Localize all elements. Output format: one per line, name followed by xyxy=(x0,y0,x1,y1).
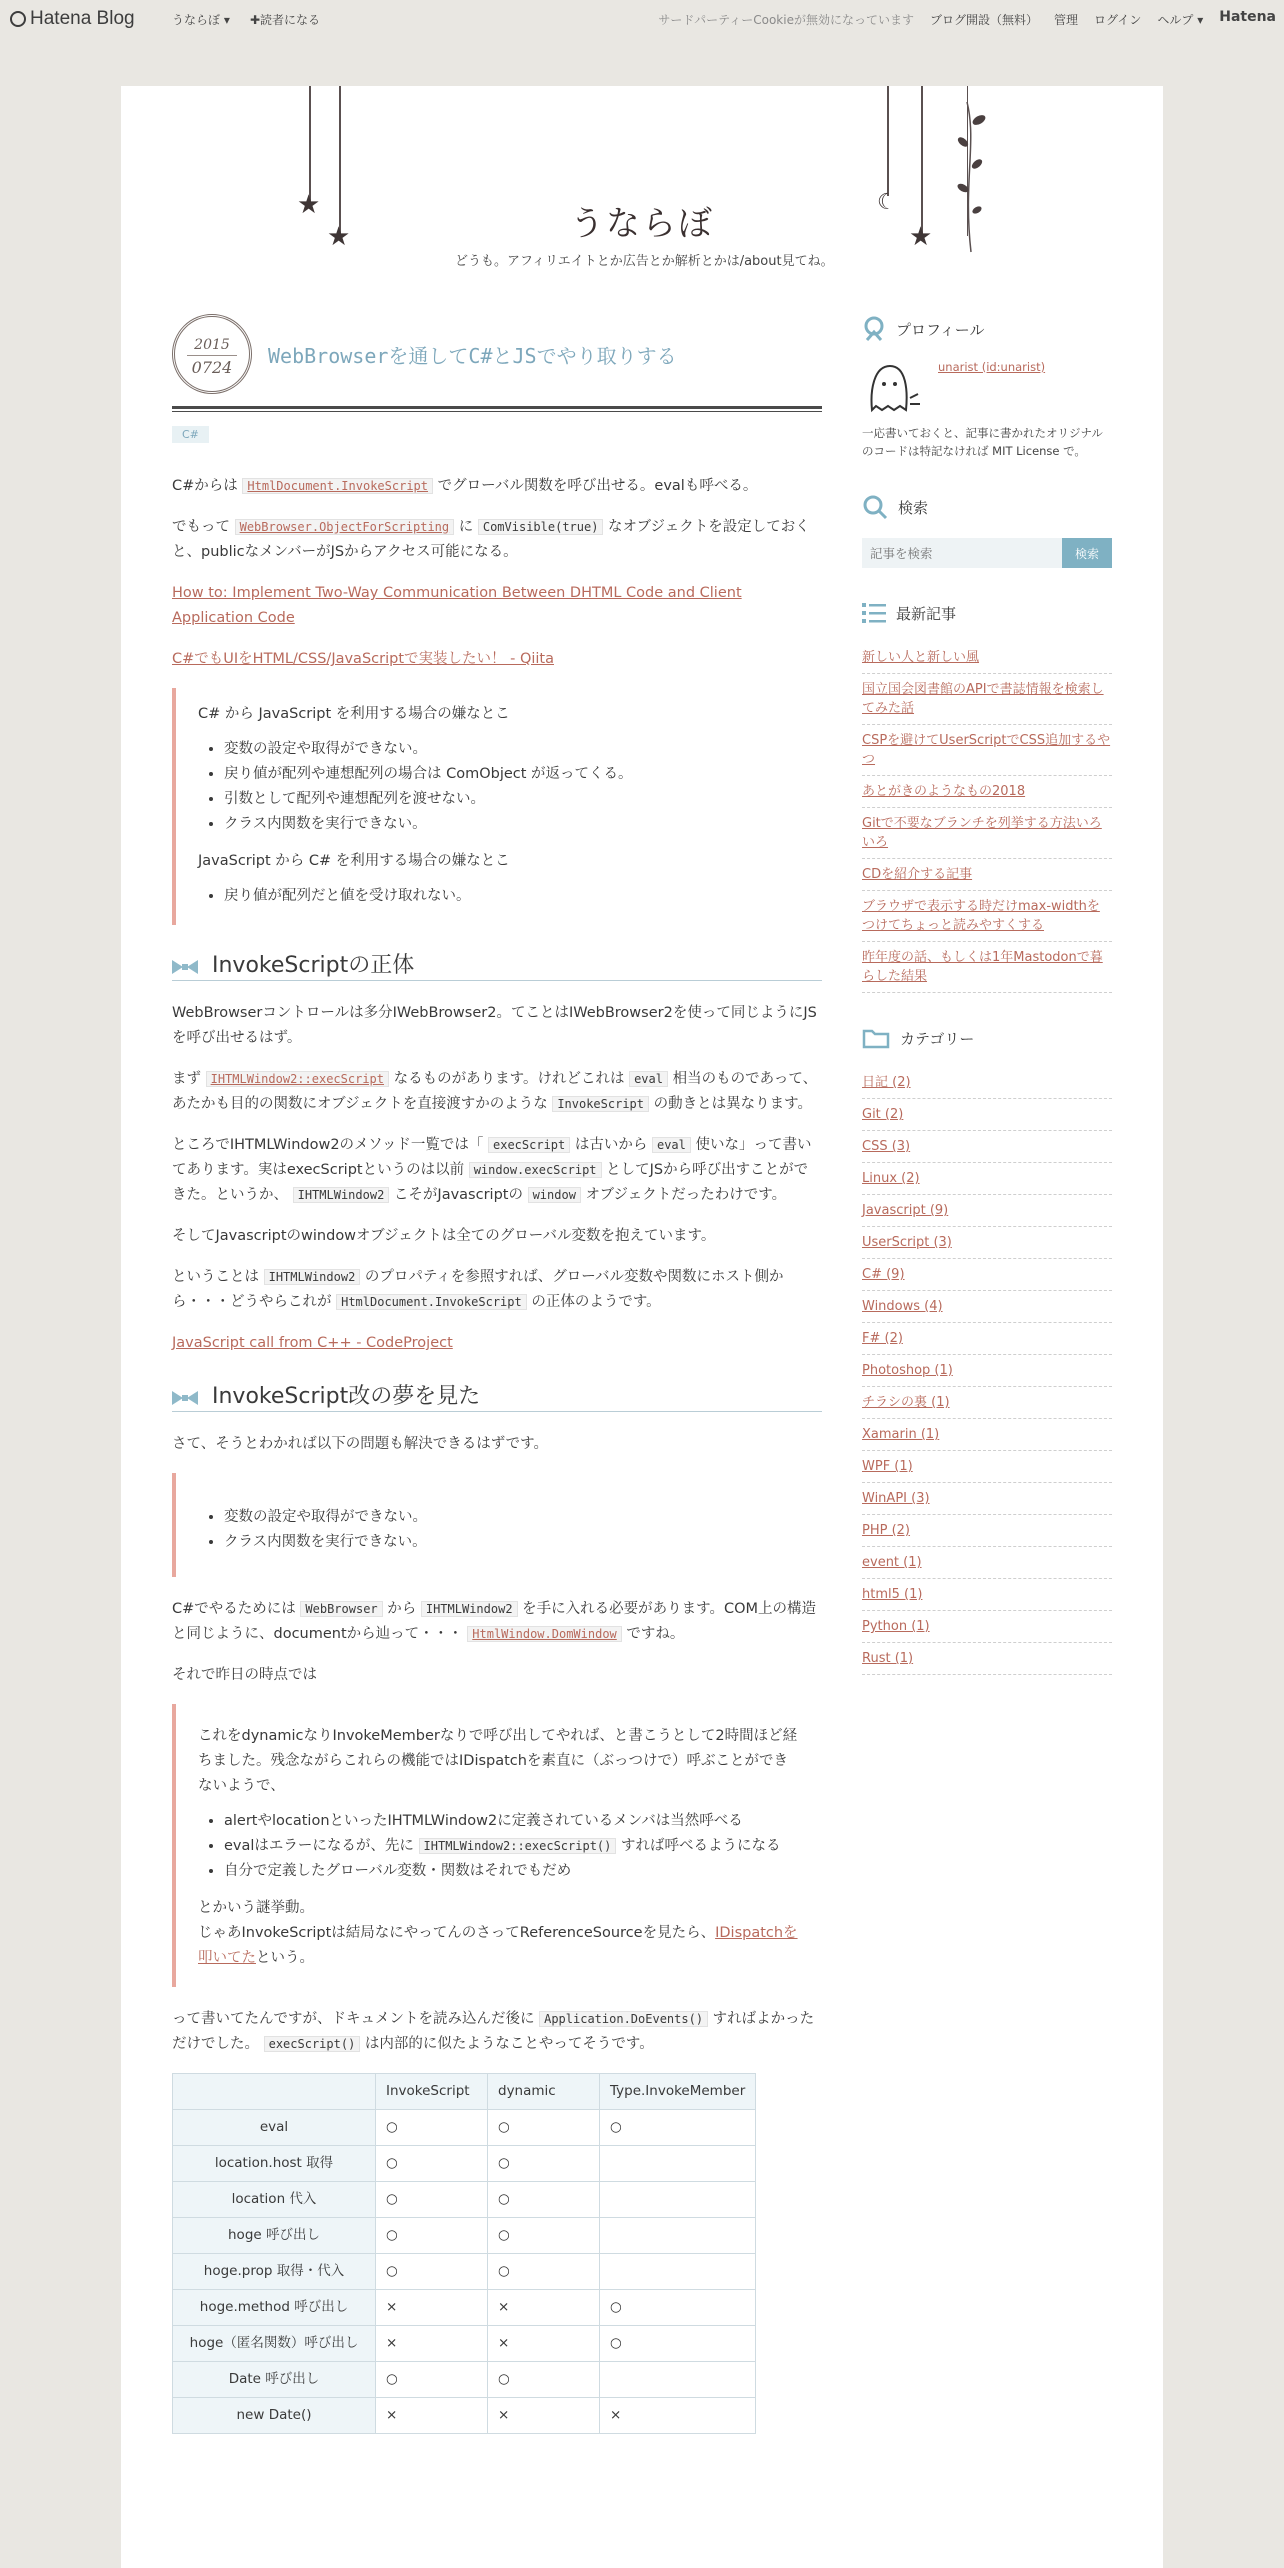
list-item xyxy=(862,674,1112,725)
category-link[interactable]: Linux (2) xyxy=(862,1171,920,1186)
table-cell xyxy=(600,2146,756,2182)
module-title: 検索 xyxy=(862,494,1112,520)
table-cell: ○ xyxy=(376,2182,488,2218)
search-module xyxy=(862,494,1112,568)
row-label: Date 呼び出し xyxy=(173,2362,376,2398)
row-label: eval xyxy=(173,2110,376,2146)
category-link[interactable]: Git (2) xyxy=(862,1107,904,1122)
recent-entries-module xyxy=(862,602,1112,993)
paragraph: って書いてたんですが、ドキュメントを読み込んだ後に Application.DoEvents() すればよかっただけでした。 execScript() は内部的に似たようなことやってそうです。 xyxy=(172,2011,815,2052)
table-cell xyxy=(600,2182,756,2218)
category-link[interactable]: F# (2) xyxy=(862,1331,903,1346)
recent-entry-link[interactable]: ブラウザで表示する時だけmax-widthをつけてちょっと読みやすくする xyxy=(862,899,1100,933)
table-cell: × xyxy=(376,2398,488,2434)
avatar[interactable] xyxy=(862,360,928,414)
recent-entry-link[interactable]: 新しい人と新しい風 xyxy=(862,650,980,665)
search-icon xyxy=(862,494,888,520)
table-cell: ○ xyxy=(376,2110,488,2146)
recent-entry-link[interactable]: CSPを避けてUserScriptでCSS追加するやつ xyxy=(862,733,1111,767)
row-label: location 代入 xyxy=(173,2182,376,2218)
table-cell: × xyxy=(488,2326,600,2362)
category-link[interactable]: event (1) xyxy=(862,1555,922,1570)
section-heading: InvokeScript改の夢を見た xyxy=(172,1382,822,1412)
table-row xyxy=(173,2326,756,2362)
paragraph: ところでIHTMLWindow2のメソッド一覧では「 execScript は古いから eval 使いな」って書いてあります。実はexecScriptというのは以前 window.execScript としてJSから呼び出すことができた。というか、 IHTMLWindow2 こそがJavascriptの window オブジェクトだったわけです。 xyxy=(172,1137,812,1203)
list-item xyxy=(862,1291,1112,1323)
category-link[interactable]: Javascript (9) xyxy=(862,1203,949,1218)
table-row xyxy=(173,2146,756,2182)
comparison-table xyxy=(172,2073,756,2434)
list-item xyxy=(862,1451,1112,1483)
table-header: Type.InvokeMember xyxy=(600,2074,756,2110)
profile-user-link[interactable]: unarist (id:unarist) xyxy=(938,360,1046,374)
paragraph: WebBrowserコントロールは多分IWebBrowser2。てことはIWebBrowser2を使って同じようにJSを呼び出せるはず。 xyxy=(172,1005,817,1046)
category-link[interactable]: CSS (3) xyxy=(862,1139,911,1154)
folder-icon xyxy=(862,1027,890,1049)
link[interactable]: HtmlWindow.DomWindow xyxy=(467,1626,622,1642)
row-label: new Date() xyxy=(173,2398,376,2434)
profile-description: 一応書いておくと、記事に書かれたオリジナルのコードは特記なければ MIT License で。 xyxy=(862,426,1103,458)
list-item xyxy=(862,1547,1112,1579)
list-item xyxy=(862,1643,1112,1675)
table-header-row xyxy=(173,2074,756,2110)
table-cell: ○ xyxy=(600,2110,756,2146)
table-header xyxy=(173,2074,376,2110)
table-cell: ○ xyxy=(488,2110,600,2146)
recent-entry-link[interactable]: 国立国会図書館のAPIで書誌情報を検索してみた話 xyxy=(862,682,1104,716)
list-item xyxy=(862,642,1112,674)
table-row xyxy=(173,2182,756,2218)
list-item xyxy=(862,1099,1112,1131)
entry-title[interactable]: WebBrowserを通してC#とJSでやり取りする xyxy=(268,344,677,368)
link[interactable]: HtmlDocument.InvokeScript xyxy=(242,478,433,494)
link-msdn[interactable]: How to: Implement Two-Way Communication Between DHTML Code and Client Application Code xyxy=(172,585,742,626)
title-divider xyxy=(172,406,822,412)
list-item xyxy=(862,1355,1112,1387)
table-cell xyxy=(600,2218,756,2254)
table-header: dynamic xyxy=(488,2074,600,2110)
entry-date[interactable] xyxy=(172,314,252,394)
blog-container xyxy=(121,86,1163,2568)
list-icon xyxy=(862,602,886,624)
entry-day: 0724 xyxy=(187,355,237,377)
table-row xyxy=(173,2362,756,2398)
list-item xyxy=(862,891,1112,942)
recent-entry-link[interactable]: 昨年度の話、もしくは1年Mastodonで暮らした結果 xyxy=(862,950,1103,984)
hanging-line xyxy=(887,86,889,196)
table-cell: ○ xyxy=(488,2254,600,2290)
category-link[interactable]: Windows (4) xyxy=(862,1299,943,1314)
category-link[interactable]: PHP (2) xyxy=(862,1523,911,1538)
table-cell: × xyxy=(376,2290,488,2326)
table-cell xyxy=(600,2362,756,2398)
category-link[interactable]: 日記 (2) xyxy=(862,1075,911,1090)
entry-content xyxy=(172,474,822,2434)
table-row xyxy=(173,2398,756,2434)
list-item: • クラス内関数を実行できない。 xyxy=(224,812,802,837)
table-cell: ○ xyxy=(488,2218,600,2254)
list-item xyxy=(862,725,1112,776)
row-label: hoge.method 呼び出し xyxy=(173,2290,376,2326)
moon-icon: ☾ xyxy=(877,190,897,215)
list-item xyxy=(862,776,1112,808)
search-button[interactable]: 検索 xyxy=(1062,538,1112,568)
table-cell: ○ xyxy=(488,2146,600,2182)
manage-link[interactable]: 管理 xyxy=(1053,13,1078,27)
table-cell: ○ xyxy=(488,2182,600,2218)
category-link[interactable]: Photoshop (1) xyxy=(862,1363,953,1378)
table-row xyxy=(173,2290,756,2326)
list-item xyxy=(862,1515,1112,1547)
category-link[interactable]: WPF (1) xyxy=(862,1459,913,1474)
list-item xyxy=(862,1067,1112,1099)
category-link[interactable]: html5 (1) xyxy=(862,1587,923,1602)
recent-entry-link[interactable]: あとがきのようなもの2018 xyxy=(862,784,1026,799)
entry-category-tag[interactable]: C# xyxy=(172,426,209,443)
paragraph: でもって WebBrowser.ObjectForScripting に ComVisible(true) なオブジェクトを設定しておくと、publicなメンバーがJSからアクセス可能になる。 xyxy=(172,519,810,560)
blog-title[interactable]: うならぼ xyxy=(570,204,714,244)
blockquote xyxy=(172,1704,822,1987)
list-item: • クラス内関数を実行できない。 xyxy=(224,1530,802,1555)
logo-text: Hatena Blog xyxy=(30,8,135,29)
module-title: 最新記事 xyxy=(862,602,1112,624)
list-item: • evalはエラーになるが、先に IHTMLWindow2::execScript() すれば呼べるようになる xyxy=(224,1834,802,1859)
list-item xyxy=(862,808,1112,859)
hatena-link[interactable]: Hatena xyxy=(1219,9,1276,25)
list-item xyxy=(862,1195,1112,1227)
paragraph: C#でやるためには WebBrowser から IHTMLWindow2 を手に入れる必要があります。COM上の構造と同じように、documentから辿って・・・ HtmlWindow.DomWindow ですね。 xyxy=(172,1601,817,1642)
list-item xyxy=(862,942,1112,993)
table-cell: ○ xyxy=(600,2326,756,2362)
row-label: location.host 取得 xyxy=(173,2146,376,2182)
table-cell xyxy=(600,2254,756,2290)
blog-header xyxy=(121,86,1163,276)
list-item xyxy=(862,1387,1112,1419)
star-icon: ★ xyxy=(327,222,351,252)
category-link[interactable]: チラシの裏 (1) xyxy=(862,1395,950,1410)
paragraph: ということは IHTMLWindow2 のプロパティを参照すれば、グローバル変数や関数にホスト側から・・・どうやらこれが HtmlDocument.InvokeScript の正体のようです。 xyxy=(172,1269,784,1310)
list-item xyxy=(862,1163,1112,1195)
row-label: hoge（匿名関数）呼び出し xyxy=(173,2326,376,2362)
global-header xyxy=(0,0,1284,38)
table-row xyxy=(173,2110,756,2146)
list-item xyxy=(862,859,1112,891)
quote-text: C# から JavaScript を利用する場合の嫌なとこ xyxy=(198,706,510,722)
quote-text: とかいう謎挙動。 xyxy=(198,1900,314,1916)
list-item xyxy=(862,1483,1112,1515)
paragraph: それで昨日の時点では xyxy=(172,1667,317,1683)
help-menu[interactable]: ヘルプ ▾ xyxy=(1157,13,1204,27)
table-cell: ○ xyxy=(376,2362,488,2398)
hanging-line xyxy=(309,86,311,206)
list-item xyxy=(862,1419,1112,1451)
blog-menu[interactable]: うならぼ ▾ xyxy=(172,13,230,27)
list-item xyxy=(862,1323,1112,1355)
list-item: • 戻り値が配列だと値を受け取れない。 xyxy=(224,884,802,909)
recent-entry-link[interactable]: CDを紹介する記事 xyxy=(862,867,973,882)
row-label: hoge.prop 取得・代入 xyxy=(173,2254,376,2290)
recent-entry-link[interactable]: Gitで不要なブランチを列挙する方法いろいろ xyxy=(862,816,1102,850)
ribbon-icon xyxy=(172,1391,198,1405)
list-item: • 変数の設定や取得ができない。 xyxy=(224,1505,802,1530)
list-item: • 引数として配列や連想配列を渡せない。 xyxy=(224,787,802,812)
table-cell: ○ xyxy=(376,2146,488,2182)
table-cell: × xyxy=(376,2326,488,2362)
open-blog-link[interactable]: ブログ開設（無料） xyxy=(929,13,1038,27)
link[interactable]: IHTMLWindow2::execScript xyxy=(206,1071,389,1087)
star-icon: ★ xyxy=(909,222,933,252)
hatena-blog-logo[interactable] xyxy=(10,8,135,30)
table-cell: ○ xyxy=(488,2362,600,2398)
paragraph: まず IHTMLWindow2::execScript なるものがあります。けれどこれは eval 相当のものであって、あたかも目的の関数にオブジェクトを直接渡すかのような InvokeScript の動きとは異なります。 xyxy=(172,1071,818,1112)
blockquote xyxy=(172,1473,822,1577)
list-item xyxy=(862,1611,1112,1643)
category-link[interactable]: Xamarin (1) xyxy=(862,1427,940,1442)
link[interactable]: WebBrowser.ObjectForScripting xyxy=(235,519,455,535)
table-cell: × xyxy=(488,2290,600,2326)
search-input[interactable] xyxy=(862,538,1062,568)
paragraph: さて、そうとわかれば以下の問題も解決できるはずです。 xyxy=(172,1436,548,1452)
row-label: hoge 呼び出し xyxy=(173,2218,376,2254)
table-row xyxy=(173,2254,756,2290)
sidebar xyxy=(862,316,1112,1709)
ribbon-icon xyxy=(172,960,198,974)
link-referencesource[interactable]: IDispatchを叩いてた xyxy=(198,1925,798,1966)
entry-year: 2015 xyxy=(194,337,230,353)
list-item xyxy=(862,1259,1112,1291)
table-cell: × xyxy=(600,2398,756,2434)
category-link[interactable]: UserScript (3) xyxy=(862,1235,952,1250)
profile-module xyxy=(862,316,1112,460)
list-item xyxy=(862,1131,1112,1163)
list-item: • 変数の設定や取得ができない。 xyxy=(224,737,802,762)
module-title: プロフィール xyxy=(862,316,1112,342)
table-cell: ○ xyxy=(600,2290,756,2326)
category-link[interactable]: C# (9) xyxy=(862,1267,905,1282)
module-title: カテゴリー xyxy=(862,1027,1112,1049)
quote-text: JavaScript から C# を利用する場合の嫌なとこ xyxy=(198,853,510,869)
list-item xyxy=(862,1227,1112,1259)
quote-text: これをdynamicなりInvokeMemberなりで呼び出してやれば、と書こうとして2時間ほど経ちました。残念ながらこれらの機能ではIDispatchを素直に（ぶっつけで）呼ぶことができないようで、 xyxy=(198,1728,798,1794)
list-item xyxy=(862,1579,1112,1611)
list-item: • alertやlocationといったIHTMLWindow2に定義されているメンバは当然呼べる xyxy=(224,1809,802,1834)
table-row xyxy=(173,2218,756,2254)
table-header: InvokeScript xyxy=(376,2074,488,2110)
list-item: • 戻り値が配列や連想配列の場合は ComObject が返ってくる。 xyxy=(224,762,802,787)
category-link[interactable]: WinAPI (3) xyxy=(862,1491,930,1506)
login-link[interactable]: ログイン xyxy=(1093,13,1142,27)
star-icon: ★ xyxy=(297,190,321,220)
section-heading: InvokeScriptの正体 xyxy=(172,951,822,981)
profile-icon xyxy=(862,316,886,342)
list-item: • 自分で定義したグローバル変数・関数はそれでもだめ xyxy=(224,1859,802,1884)
quote-text: じゃあInvokeScriptは結局なにやってんのさってReferenceSourceを見たら、IDispatchを叩いてたという。 xyxy=(198,1925,798,1966)
category-link[interactable]: Python (1) xyxy=(862,1619,930,1634)
blockquote xyxy=(172,688,822,925)
paragraph: C#からは HtmlDocument.InvokeScript でグローバル関数を呼び出せる。evalも呼べる。 xyxy=(172,478,758,494)
table-cell: ○ xyxy=(376,2218,488,2254)
table-cell: ○ xyxy=(376,2254,488,2290)
cookie-notice: サードパーティーCookieが無効になっています xyxy=(658,13,914,27)
paragraph: そしてJavascriptのwindowオブジェクトは全てのグローバル変数を抱えています。 xyxy=(172,1228,716,1244)
link-codeproject[interactable]: JavaScript call from C++ - CodeProject xyxy=(172,1335,453,1351)
hatena-logo-icon xyxy=(10,11,26,27)
link-qiita[interactable]: C#でもUIをHTML/CSS/JavaScriptで実装したい！ - Qiita xyxy=(172,651,554,667)
category-link[interactable]: Rust (1) xyxy=(862,1651,914,1666)
blog-tagline: どうも。アフィリエイトとか広告とか解析とかは/about見てね。 xyxy=(455,254,834,269)
subscribe-button[interactable]: ✚読者になる xyxy=(250,13,321,27)
category-module xyxy=(862,1027,1112,1675)
table-cell: × xyxy=(488,2398,600,2434)
